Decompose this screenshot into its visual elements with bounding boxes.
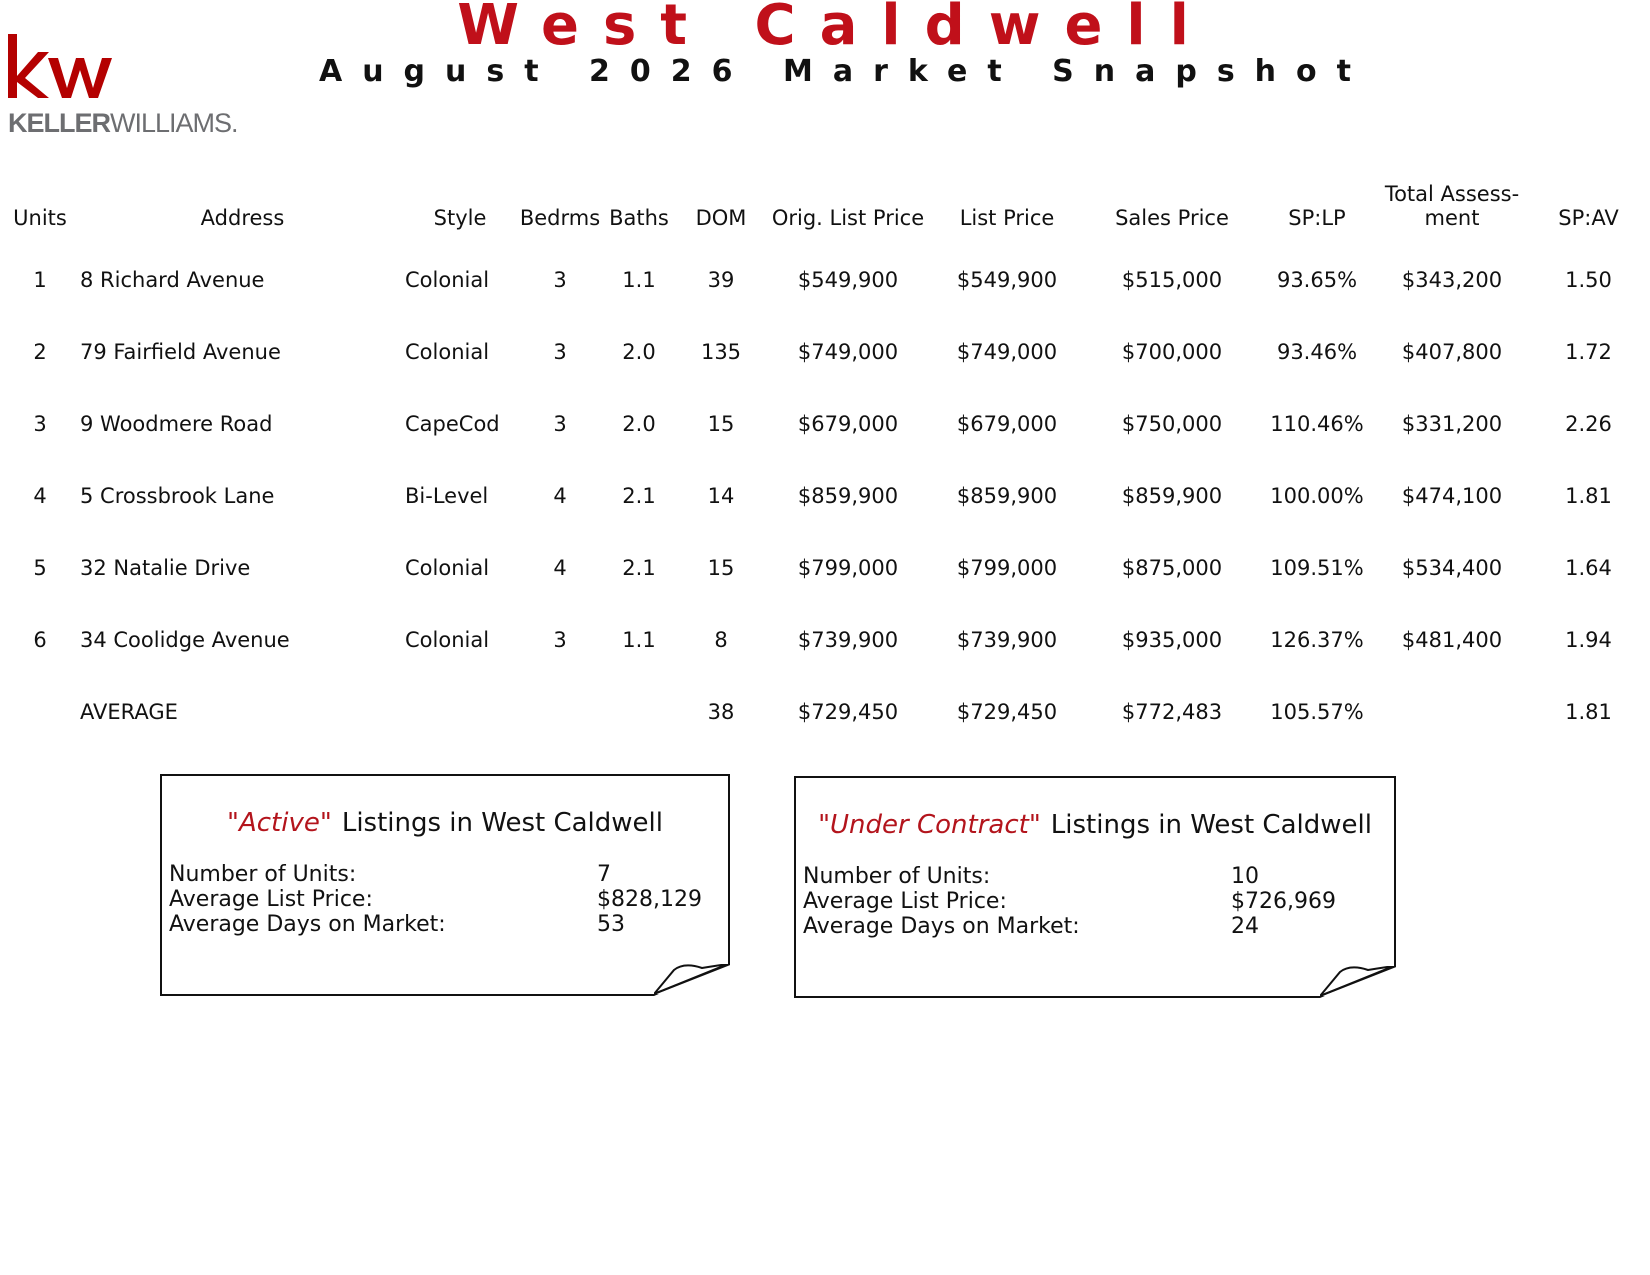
active-listings-card xyxy=(160,774,730,996)
table-header-row xyxy=(0,160,1650,244)
cell-dom: 39 xyxy=(707,268,735,292)
average-list-price: $729,450 xyxy=(956,700,1058,724)
cell-total-assessment: $534,400 xyxy=(1401,556,1503,580)
table-row xyxy=(0,604,1650,676)
col-header-sp-lp: SP:LP xyxy=(1288,206,1346,230)
average-dom: 38 xyxy=(707,700,735,724)
active-units-label: Number of Units: xyxy=(169,862,357,887)
logo-wordmark: KELLERWILLIAMS. xyxy=(8,108,238,138)
cell-orig-list-price: $799,000 xyxy=(797,556,899,580)
cell-dom: 8 xyxy=(714,628,728,652)
cell-sp-av: 1.72 xyxy=(1565,340,1612,364)
cell-baths: 2.0 xyxy=(622,412,656,436)
cell-address: 9 Woodmere Road xyxy=(80,412,273,436)
cell-orig-list-price: $679,000 xyxy=(797,412,899,436)
cell-unit: 5 xyxy=(33,556,47,580)
under-contract-status-label: "Under Contract" xyxy=(818,810,1041,840)
cell-total-assessment: $474,100 xyxy=(1401,484,1503,508)
cell-sp-lp: 93.46% xyxy=(1276,340,1358,364)
cell-sales-price: $750,000 xyxy=(1121,412,1223,436)
cell-sp-lp: 126.37% xyxy=(1270,628,1364,652)
cell-orig-list-price: $549,900 xyxy=(797,268,899,292)
table-row xyxy=(0,532,1650,604)
cell-sp-lp: 100.00% xyxy=(1270,484,1364,508)
cell-bedrms: 3 xyxy=(553,412,567,436)
under-contract-avg-dom-value: 24 xyxy=(1231,914,1259,939)
average-sp-lp: 105.57% xyxy=(1270,700,1364,724)
under-contract-listings-card xyxy=(794,776,1396,998)
cell-sp-av: 2.26 xyxy=(1565,412,1612,436)
cell-list-price: $799,000 xyxy=(956,556,1058,580)
cell-sales-price: $515,000 xyxy=(1121,268,1223,292)
cell-sales-price: $859,900 xyxy=(1121,484,1223,508)
cell-baths: 2.1 xyxy=(622,556,656,580)
under-contract-listings-heading: "Under Contract" Listings in West Caldwell xyxy=(818,810,1372,840)
under-contract-units-value: 10 xyxy=(1231,864,1259,889)
cell-address: 5 Crossbrook Lane xyxy=(80,484,275,508)
cell-dom: 135 xyxy=(700,340,742,364)
cell-orig-list-price: $859,900 xyxy=(797,484,899,508)
col-header-dom: DOM xyxy=(695,206,747,230)
page-title: West Caldwell xyxy=(457,0,1213,58)
average-orig-list-price: $729,450 xyxy=(797,700,899,724)
cell-unit: 1 xyxy=(33,268,47,292)
active-stats xyxy=(169,862,709,937)
cell-sp-lp: 109.51% xyxy=(1270,556,1364,580)
cell-orig-list-price: $749,000 xyxy=(797,340,899,364)
sales-table xyxy=(0,160,1650,748)
cell-unit: 4 xyxy=(33,484,47,508)
col-header-orig-list-price: Orig. List Price xyxy=(771,206,925,230)
col-header-style: Style xyxy=(433,206,487,230)
active-listings-heading: "Active" Listings in West Caldwell xyxy=(227,808,663,838)
col-header-bedrms: Bedrms xyxy=(519,206,601,230)
cell-style: Bi-Level xyxy=(405,484,489,508)
cell-baths: 1.1 xyxy=(622,268,656,292)
under-contract-avg-dom-label: Average Days on Market: xyxy=(803,914,1080,939)
active-avg-dom-value: 53 xyxy=(597,912,625,937)
cell-address: 79 Fairfield Avenue xyxy=(80,340,281,364)
cell-address: 8 Richard Avenue xyxy=(80,268,265,292)
active-avg-price-label: Average List Price: xyxy=(169,887,373,912)
cell-orig-list-price: $739,900 xyxy=(797,628,899,652)
col-header-address: Address xyxy=(200,206,285,230)
cell-address: 32 Natalie Drive xyxy=(80,556,251,580)
cell-bedrms: 4 xyxy=(553,556,567,580)
cell-total-assessment: $343,200 xyxy=(1401,268,1503,292)
cell-style: CapeCod xyxy=(405,412,500,436)
cell-bedrms: 3 xyxy=(553,628,567,652)
cell-bedrms: 3 xyxy=(553,268,567,292)
cell-baths: 1.1 xyxy=(622,628,656,652)
page-subtitle: August 2026 Market Snapshot xyxy=(318,54,1371,89)
cell-sp-av: 1.50 xyxy=(1565,268,1612,292)
page-curl-icon xyxy=(1320,966,1396,998)
active-status-label: "Active" xyxy=(227,808,332,838)
cell-list-price: $679,000 xyxy=(956,412,1058,436)
col-header-baths: Baths xyxy=(609,206,669,230)
col-header-sales-price: Sales Price xyxy=(1115,206,1229,230)
cell-style: Colonial xyxy=(405,340,490,364)
cell-list-price: $859,900 xyxy=(956,484,1058,508)
table-row xyxy=(0,388,1650,460)
under-contract-avg-price-label: Average List Price: xyxy=(803,889,1007,914)
cell-total-assessment: $481,400 xyxy=(1401,628,1503,652)
cell-sp-av: 1.64 xyxy=(1565,556,1612,580)
cell-sp-lp: 93.65% xyxy=(1276,268,1358,292)
average-sales-price: $772,483 xyxy=(1121,700,1223,724)
table-row xyxy=(0,244,1650,316)
cell-list-price: $749,000 xyxy=(956,340,1058,364)
col-header-units: Units xyxy=(13,206,67,230)
cell-list-price: $739,900 xyxy=(956,628,1058,652)
average-sp-av: 1.81 xyxy=(1565,700,1612,724)
cell-dom: 14 xyxy=(707,484,735,508)
table-row xyxy=(0,460,1650,532)
active-units-value: 7 xyxy=(597,862,611,887)
cell-bedrms: 3 xyxy=(553,340,567,364)
cell-style: Colonial xyxy=(405,628,490,652)
cell-list-price: $549,900 xyxy=(956,268,1058,292)
cell-baths: 2.1 xyxy=(622,484,656,508)
under-contract-avg-price-value: $726,969 xyxy=(1231,889,1336,914)
cell-sales-price: $700,000 xyxy=(1121,340,1223,364)
col-header-total-assessment: Total Assess-ment xyxy=(1384,182,1520,230)
cell-unit: 3 xyxy=(33,412,47,436)
active-avg-price-value: $828,129 xyxy=(597,887,702,912)
average-label: AVERAGE xyxy=(80,700,178,724)
cell-unit: 2 xyxy=(33,340,47,364)
page-curl-icon xyxy=(654,964,730,996)
under-contract-units-label: Number of Units: xyxy=(803,864,991,889)
cell-bedrms: 4 xyxy=(553,484,567,508)
cell-sales-price: $875,000 xyxy=(1121,556,1223,580)
cell-baths: 2.0 xyxy=(622,340,656,364)
col-header-list-price: List Price xyxy=(959,206,1055,230)
cell-style: Colonial xyxy=(405,556,490,580)
cell-total-assessment: $331,200 xyxy=(1401,412,1503,436)
cell-sp-av: 1.81 xyxy=(1565,484,1612,508)
cell-unit: 6 xyxy=(33,628,47,652)
cell-sp-av: 1.94 xyxy=(1565,628,1612,652)
cell-dom: 15 xyxy=(707,412,735,436)
under-contract-stats xyxy=(803,864,1363,939)
cell-dom: 15 xyxy=(707,556,735,580)
cell-style: Colonial xyxy=(405,268,490,292)
cell-address: 34 Coolidge Avenue xyxy=(80,628,290,652)
cell-sp-lp: 110.46% xyxy=(1270,412,1364,436)
table-row xyxy=(0,316,1650,388)
col-header-sp-av: SP:AV xyxy=(1558,206,1619,230)
active-avg-dom-label: Average Days on Market: xyxy=(169,912,446,937)
cell-sales-price: $935,000 xyxy=(1121,628,1223,652)
cell-total-assessment: $407,800 xyxy=(1401,340,1503,364)
average-row xyxy=(0,676,1650,748)
